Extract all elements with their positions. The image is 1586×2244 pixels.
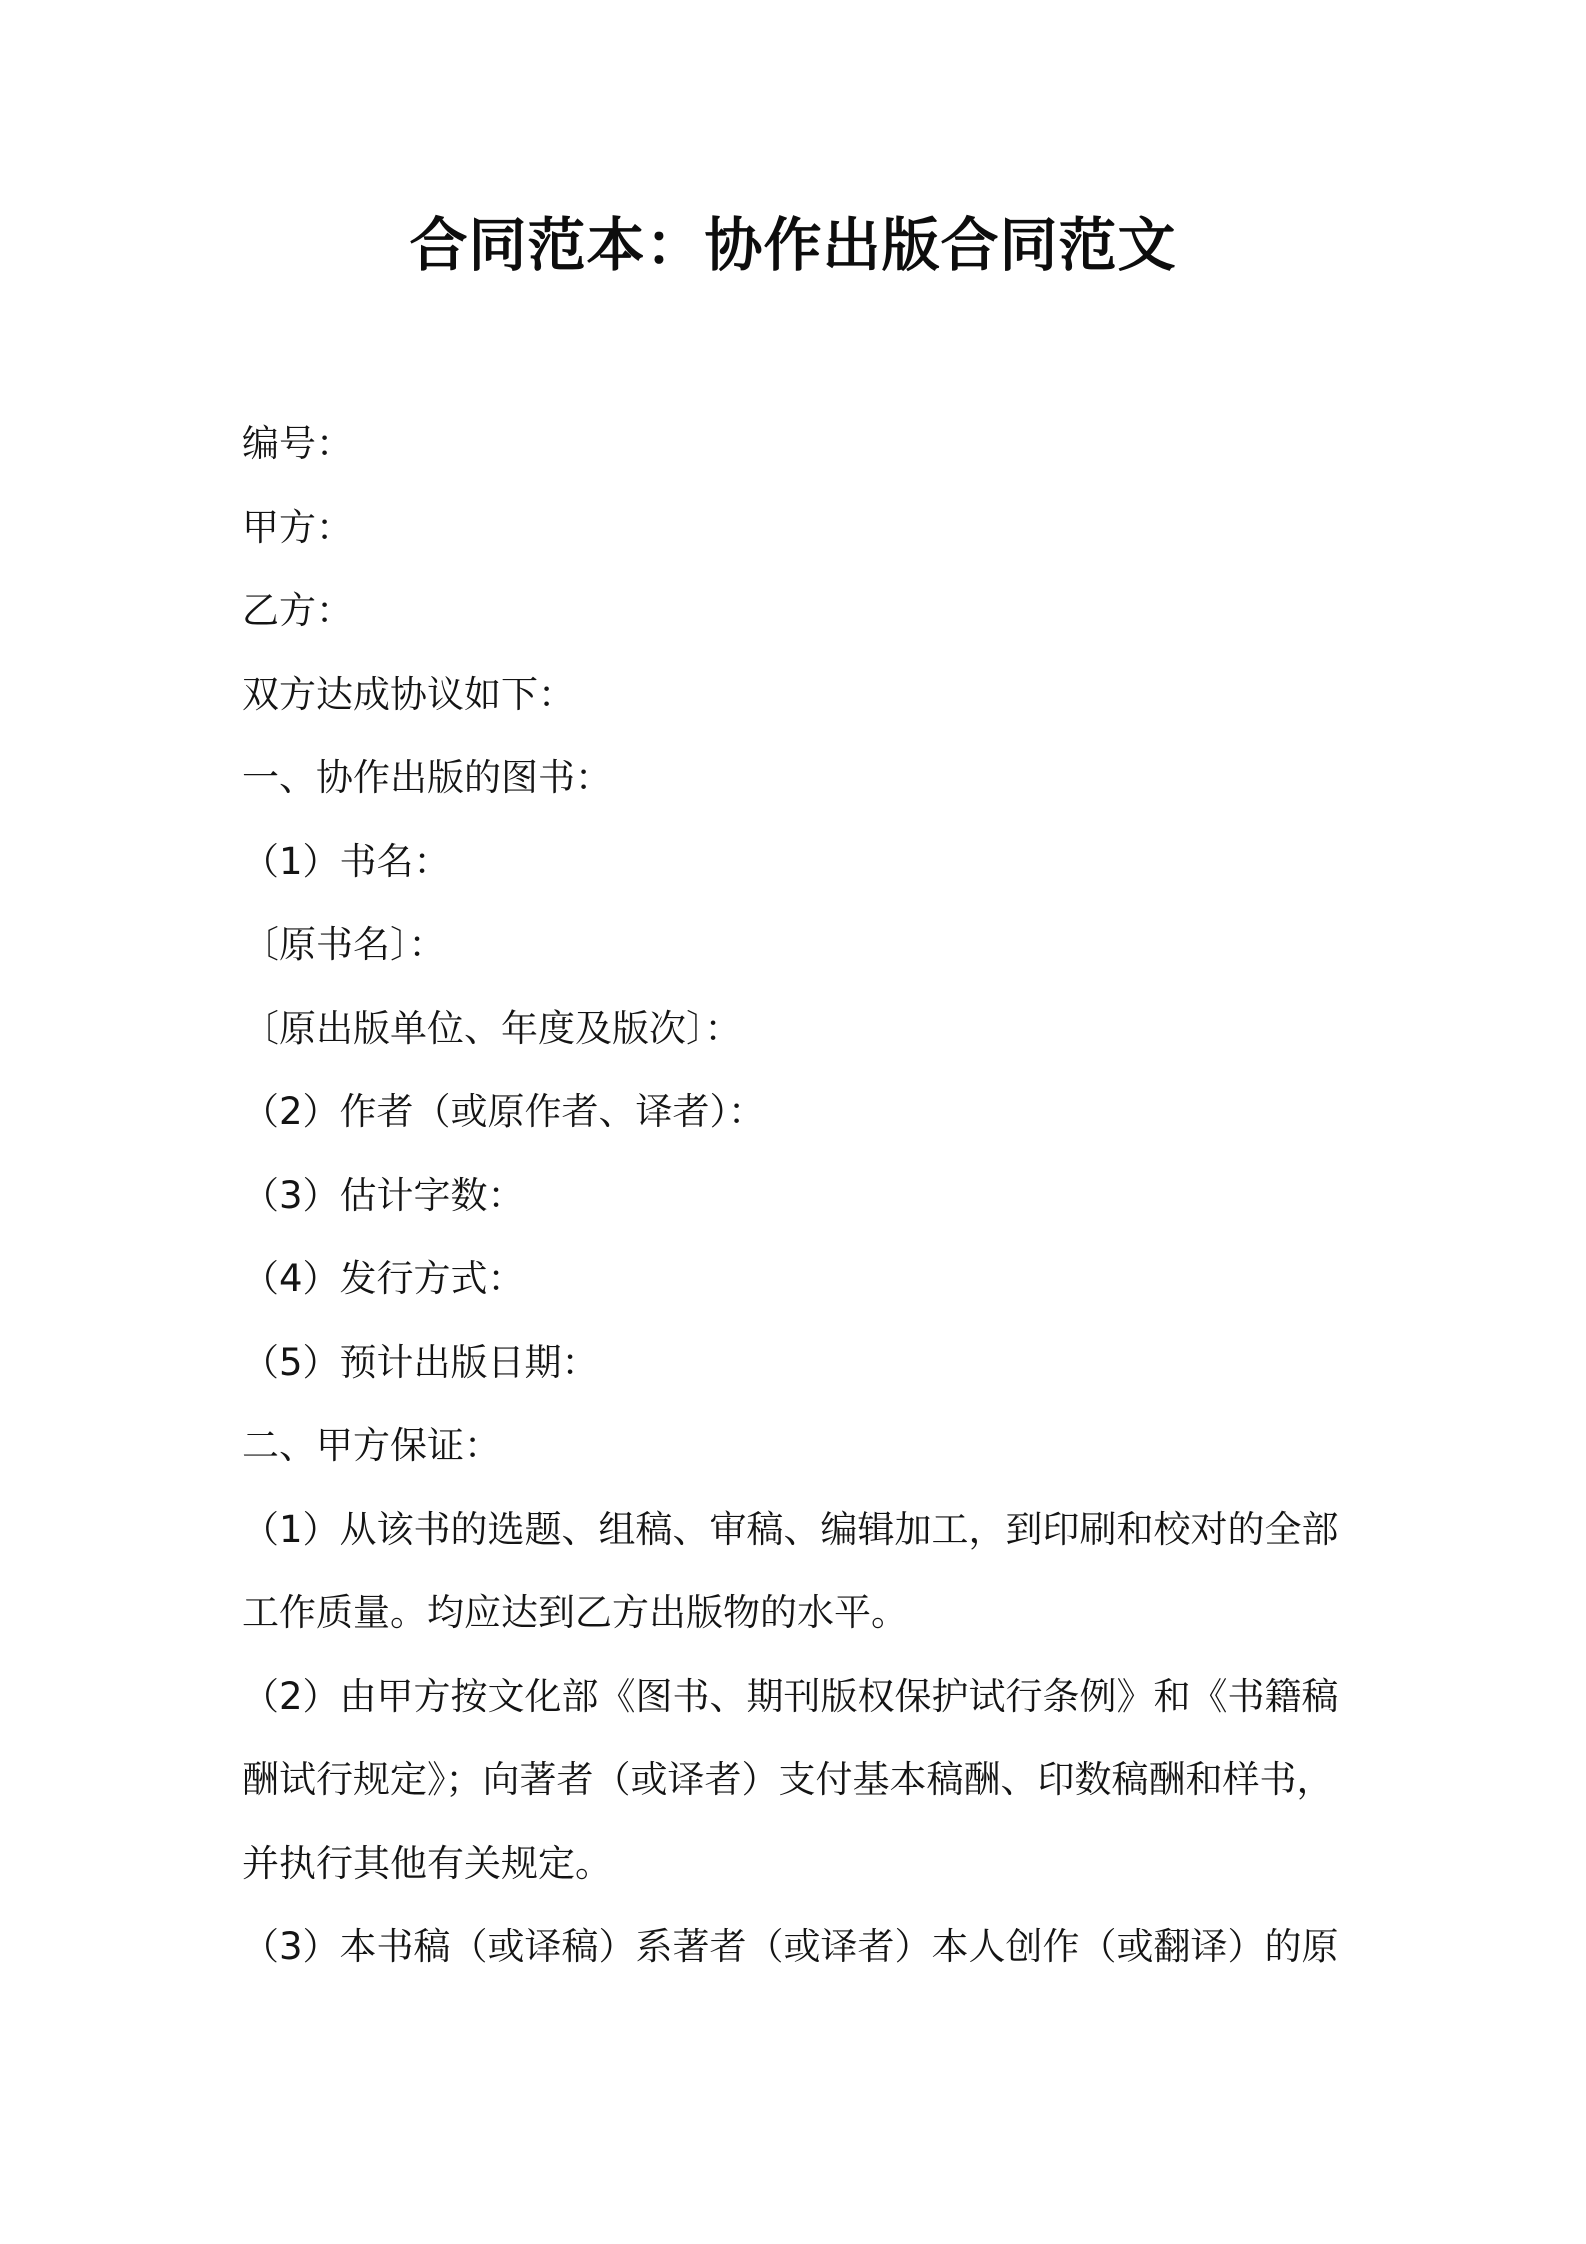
item-book-title: （1）书名： <box>242 839 451 883</box>
field-contract-number: 编号： <box>242 422 353 465</box>
item-distribution-method: （4）发行方式： <box>242 1257 525 1300</box>
paragraph-line: 酬试行规定》；向著者（或译者）支付基本稿酬、印数稿酬和样书， <box>242 1758 1334 1801</box>
section-heading-party-a-guarantee: 二、甲方保证： <box>242 1424 501 1467</box>
section-heading-books: 一、协作出版的图书： <box>242 756 612 799</box>
paragraph-line: （3）本书稿（或译稿）系著者（或译者）本人创作（或翻译）的原 <box>242 1925 1339 1968</box>
paragraph-line: 并执行其他有关规定。 <box>242 1841 612 1885</box>
document-body <box>242 402 1352 1989</box>
item-author: （2）作者（或原作者、译者）： <box>242 1090 766 1133</box>
paragraph-line: （1）从该书的选题、组稿、审稿、编辑加工，到印刷和校对的全部 <box>242 1507 1339 1551</box>
field-party-a: 甲方： <box>242 505 353 549</box>
document-title: 合同范本：协作出版合同范文 <box>409 211 1177 279</box>
agreement-intro: 双方达成协议如下： <box>242 672 575 716</box>
field-party-b: 乙方： <box>242 589 353 632</box>
paragraph-line: （2）由甲方按文化部《图书、期刊版权保护试行条例》和《书籍稿 <box>242 1674 1339 1718</box>
item-word-count: （3）估计字数： <box>242 1173 525 1217</box>
paragraph-line: 工作质量。均应达到乙方出版物的水平。 <box>242 1591 908 1634</box>
item-original-publisher: 〔原出版单位、年度及版次〕： <box>242 1006 742 1050</box>
item-original-title: 〔原书名〕： <box>242 923 446 966</box>
item-publish-date: （5）预计出版日期： <box>242 1340 599 1384</box>
